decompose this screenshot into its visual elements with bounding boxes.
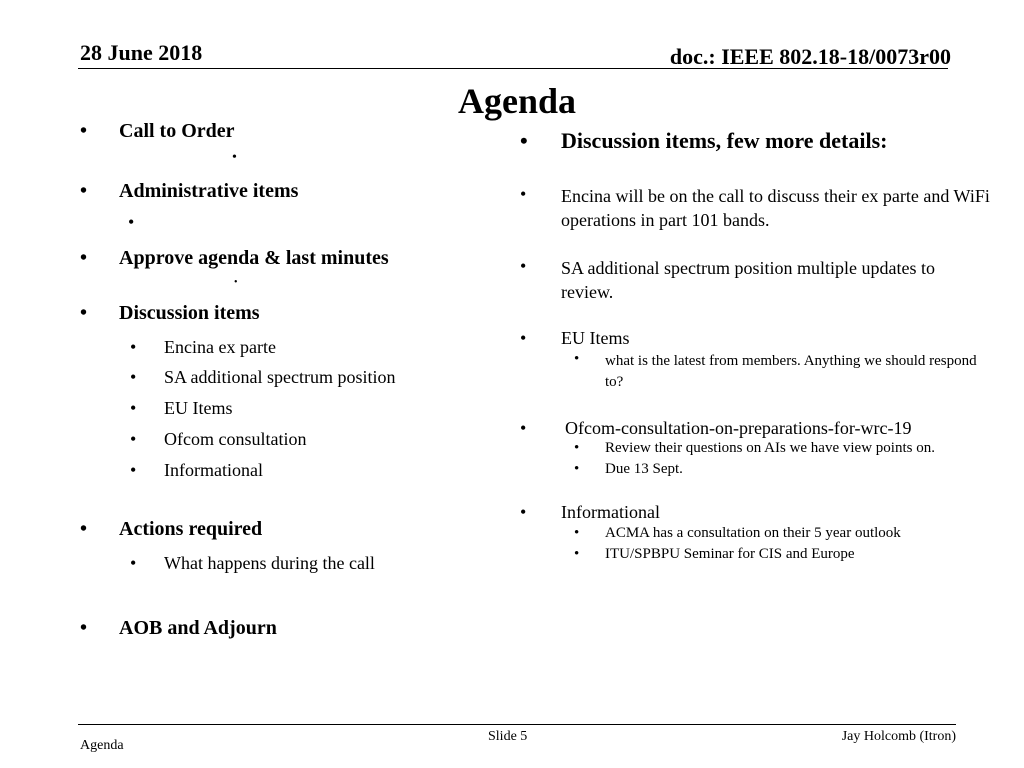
informational-subitem-text: ITU/SPBPU Seminar for CIS and Europe bbox=[605, 546, 855, 562]
left-item-call-to-order bbox=[80, 120, 235, 143]
bullet-icon: • bbox=[80, 180, 88, 202]
right-item-encina bbox=[520, 184, 1000, 232]
ofcom-label: Ofcom-consultation-on-preparations-for-wrc-19 bbox=[565, 418, 912, 438]
bullet-icon: • bbox=[574, 461, 580, 477]
ofcom-subitem bbox=[574, 461, 683, 478]
bullet-icon: • bbox=[80, 617, 88, 639]
bullet-icon: • bbox=[80, 518, 88, 540]
bullet-icon: • bbox=[520, 184, 527, 204]
bullet-icon: • bbox=[520, 328, 527, 348]
bullet-icon: • bbox=[130, 460, 137, 480]
discussion-subitem bbox=[130, 337, 276, 358]
header-divider bbox=[78, 68, 948, 69]
bullet-icon: • bbox=[80, 120, 88, 142]
informational-subitem bbox=[574, 525, 901, 542]
bullet-icon: • bbox=[520, 256, 527, 276]
footer-slide-number: Slide 5 bbox=[488, 729, 528, 744]
right-item-informational bbox=[520, 502, 660, 523]
right-heading-label: Discussion items, few more details: bbox=[561, 128, 888, 153]
eu-subitem-text: what is the latest from members. Anything we should respond to? bbox=[605, 353, 977, 390]
left-item-aob bbox=[80, 617, 277, 640]
bullet-icon: • bbox=[80, 302, 88, 324]
bullet-icon: • bbox=[80, 247, 88, 269]
bullet-icon: • bbox=[574, 525, 580, 541]
discussion-subitem bbox=[130, 398, 232, 419]
slide-title: Agenda bbox=[457, 81, 577, 121]
discussion-subitem-label: SA additional spectrum position bbox=[164, 367, 396, 387]
bullet-icon: • bbox=[520, 128, 528, 153]
footer-divider bbox=[78, 724, 956, 725]
footer-left: Agenda bbox=[80, 738, 124, 753]
discussion-subitem-label: Encina ex parte bbox=[164, 337, 276, 357]
bullet-icon: • bbox=[234, 277, 238, 288]
right-item-sa bbox=[520, 256, 970, 304]
right-item-ofcom bbox=[520, 418, 912, 439]
footer-author: Jay Holcomb (Itron) bbox=[841, 729, 956, 744]
bullet-icon: • bbox=[520, 502, 527, 522]
eu-label: EU Items bbox=[561, 328, 630, 348]
ofcom-subitem bbox=[574, 440, 935, 457]
actions-subitem bbox=[130, 553, 375, 574]
discussion-subitem-label: EU Items bbox=[164, 398, 233, 418]
bullet-icon: • bbox=[130, 553, 137, 573]
discussion-items-label: Discussion items bbox=[119, 302, 260, 324]
bullet-icon: • bbox=[130, 429, 137, 449]
ofcom-subitem-text: Due 13 Sept. bbox=[605, 461, 683, 477]
right-item-eu bbox=[520, 328, 629, 349]
discussion-subitem bbox=[130, 367, 396, 388]
bullet-icon: • bbox=[574, 351, 580, 367]
left-item-discussion bbox=[80, 302, 260, 325]
left-item-administrative bbox=[80, 180, 298, 203]
encina-text: Encina will be on the call to discuss their ex parte and WiFi operations in part 101 bands. bbox=[561, 186, 990, 230]
informational-subitem-text: ACMA has a consultation on their 5 year outlook bbox=[605, 525, 901, 541]
discussion-subitem bbox=[130, 429, 306, 450]
bullet-icon: • bbox=[232, 150, 237, 165]
call-to-order-label: Call to Order bbox=[119, 120, 235, 142]
right-heading bbox=[520, 128, 888, 154]
bullet-icon: • bbox=[574, 546, 580, 562]
informational-subitem bbox=[574, 546, 855, 563]
discussion-subitem-label: Ofcom consultation bbox=[164, 429, 307, 449]
actions-required-label: Actions required bbox=[119, 518, 263, 540]
administrative-items-label: Administrative items bbox=[119, 180, 299, 202]
bullet-icon: • bbox=[130, 337, 137, 357]
header-date: 28 June 2018 bbox=[80, 40, 203, 65]
approve-agenda-label: Approve agenda & last minutes bbox=[119, 247, 389, 269]
left-item-approve-agenda bbox=[80, 247, 389, 270]
discussion-subitem bbox=[130, 460, 263, 481]
sa-text: SA additional spectrum position multiple updates to review. bbox=[561, 258, 935, 302]
actions-subitem-label: What happens during the call bbox=[164, 553, 375, 573]
bullet-icon: • bbox=[128, 212, 135, 232]
aob-label: AOB and Adjourn bbox=[119, 617, 277, 639]
header-doc-id: doc.: IEEE 802.18-18/0073r00 bbox=[669, 44, 951, 69]
discussion-subitem-label: Informational bbox=[164, 460, 263, 480]
bullet-icon: • bbox=[520, 418, 527, 438]
bullet-icon: • bbox=[574, 440, 580, 456]
bullet-icon: • bbox=[130, 367, 137, 387]
left-item-actions-required bbox=[80, 518, 262, 541]
bullet-icon: • bbox=[130, 398, 137, 418]
ofcom-subitem-text: Review their questions on AIs we have view points on. bbox=[605, 440, 935, 456]
informational-label: Informational bbox=[561, 502, 660, 522]
eu-subitem bbox=[574, 351, 984, 393]
